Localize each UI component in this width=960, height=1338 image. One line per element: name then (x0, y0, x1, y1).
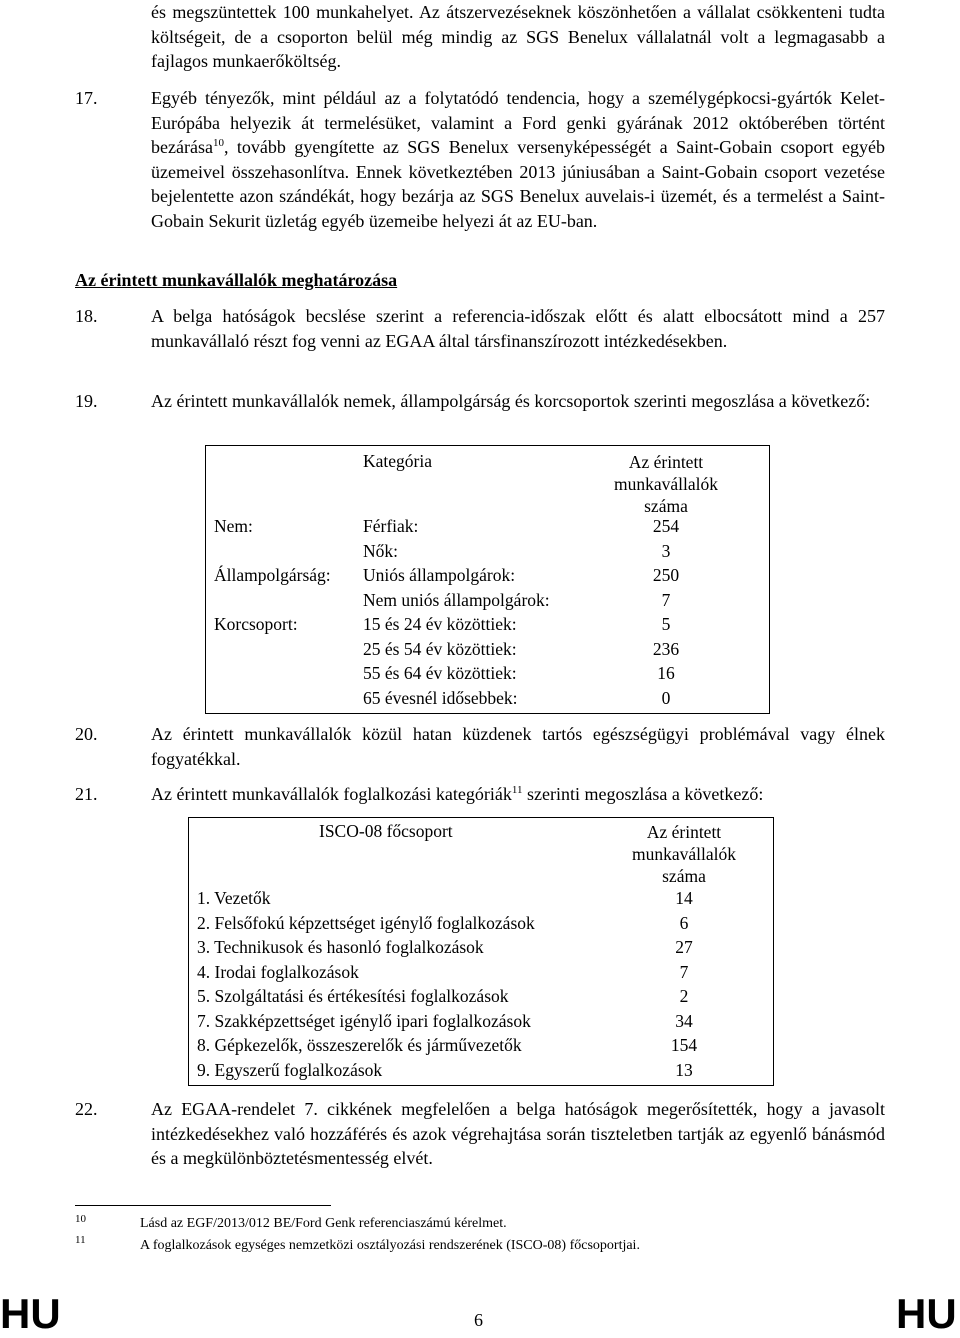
row-label: 7. Szakképzettséget igénylő ipari foglalkozások (197, 1010, 531, 1031)
paragraph-17-text-a: Egyéb tényezők, mint például az a folytatódó tendencia, hogy a személygépkocsi-gyártók Kelet-Európába helyezik át termelésüket, valamint a Ford genki gyárának 2012 októberében történt bezárása (151, 88, 885, 157)
row-label: 8. Gépkezelők, összeszerelők és járművezetők (197, 1035, 522, 1055)
table-demographics (205, 445, 770, 714)
section-heading: Az érintett munkavállalók meghatározása (75, 270, 398, 290)
row-group-label: Állampolgárság: (214, 565, 331, 585)
table-row (206, 612, 769, 637)
paragraph-17-text-b: , tovább gyengítette az SGS Benelux versenyképességét a Saint-Gobain csoport egyéb üzemeivel összehasonlítva. Ennek következtében 2013 júniusában a Saint-Gobain csoport vezetése bejelentette azon szándékát, hogy bezárja az SGS Benelux auvelais-i üzemét, és a termelést a Saint-Gobain Sekurit üzletág egyéb üzemeibe helyezi át az EU-ban. (151, 137, 885, 231)
footnote-text: A foglalkozások egységes nemzetközi osztályozási rendszerének (ISCO-08) főcsoportjai. (140, 1238, 640, 1253)
table-row (206, 514, 769, 539)
paragraph-number-21: 21. (75, 784, 98, 804)
paragraph-18: A belga hatóságok becslése szerint a referencia-időszak előtt és alatt elbocsátott mind a 257 munkavállaló részt fog venni az EGAA által társfinanszírozott intézkedésekben. (151, 306, 885, 351)
row-value: 2 (679, 986, 689, 1006)
row-value: 5 (661, 614, 671, 634)
footnote-separator (75, 1205, 331, 1206)
paragraph-number-20: 20. (75, 724, 98, 744)
row-label: 15 és 24 év közöttiek: (363, 614, 517, 634)
page-number: 6 (474, 1310, 483, 1330)
paragraph-number-17: 17. (75, 88, 98, 108)
paragraph-number-22: 22. (75, 1099, 98, 1119)
paragraph-21 (151, 782, 885, 807)
row-value: 7 (661, 589, 671, 610)
table-row (206, 563, 769, 588)
table2-header-category: ISCO-08 főcsoport (319, 821, 453, 841)
table1-header-count: Az érintett munkavállalók száma (613, 452, 718, 516)
footnote-ref-10[interactable]: 10 (212, 137, 224, 149)
paragraph-number-19: 19. (75, 391, 98, 411)
row-value: 13 (675, 1059, 693, 1080)
footnote-ref-11[interactable]: 11 (511, 784, 523, 796)
paragraph-19: Az érintett munkavállalók nemek, állampolgárság és korcsoportok szerinti megoszlása a következő: (151, 391, 871, 411)
row-label: Nők: (363, 540, 398, 561)
table-row (189, 1058, 773, 1083)
row-label: 4. Irodai foglalkozások (197, 961, 359, 982)
footer-language-right: HU (896, 1290, 957, 1337)
row-value: 34 (675, 1010, 693, 1031)
table2-header-count: Az érintett munkavállalók száma (631, 822, 736, 886)
row-label: 1. Vezetők (197, 888, 271, 908)
row-value: 3 (661, 540, 671, 561)
row-value: 27 (675, 937, 693, 957)
paragraph-20: Az érintett munkavállalók közül hatan küzdenek tartós egészségügyi problémával vagy élnek fogyatékkal. (151, 724, 885, 769)
table-row (206, 661, 769, 686)
paragraph-21-text-b: szerinti megoszlása a következő: (522, 784, 764, 804)
table-row (206, 637, 769, 662)
table-row (189, 911, 773, 936)
footnote-number: 11 (75, 1234, 86, 1246)
footer-language-left: HU (0, 1290, 61, 1337)
row-label: 3. Technikusok és hasonló foglalkozások (197, 937, 484, 957)
table-row (189, 1033, 773, 1058)
row-label: 65 évesnél idősebbek: (363, 687, 518, 708)
row-value: 236 (652, 638, 680, 659)
row-value: 250 (652, 565, 680, 585)
table-row (189, 935, 773, 960)
paragraph-number-18: 18. (75, 306, 98, 326)
table-row (189, 886, 773, 911)
table-row (206, 686, 769, 711)
row-label: 5. Szolgáltatási és értékesítési foglalkozások (197, 986, 509, 1006)
table-row (206, 588, 769, 613)
paragraph-17 (151, 86, 885, 233)
intro-paragraph: és megszüntettek 100 munkahelyet. Az átszervezéseknek köszönhetően a vállalat csökkenteni tudta költségeit, de a csoporton belül még mindig az SGS Benelux vállalatnál volt a legmagasabb a fajlagos munkaerőköltség. (151, 2, 885, 71)
row-value: 254 (652, 516, 680, 536)
table1-header-category: Kategória (363, 451, 432, 471)
row-label: Férfiak: (363, 516, 419, 536)
row-label: Nem uniós állampolgárok: (363, 589, 550, 610)
row-group-label: Nem: (214, 516, 253, 536)
row-label: 55 és 64 év közöttiek: (363, 663, 517, 683)
table-occupations (188, 817, 774, 1086)
table-row (189, 984, 773, 1009)
table-row (189, 960, 773, 985)
row-value: 7 (679, 961, 689, 982)
paragraph-22: Az EGAA-rendelet 7. cikkének megfelelően a belga hatóságok megerősítették, hogy a javasolt intézkedésekhez való hozzáférés és azok végrehajtása során tiszteletben tartják az egyenlő bánásmód és a megkülönböztetésmentesség elvét. (151, 1099, 885, 1168)
row-label: 9. Egyszerű foglalkozások (197, 1059, 383, 1080)
row-value: 6 (679, 912, 689, 933)
row-value: 0 (661, 687, 671, 708)
paragraph-21-text-a: Az érintett munkavállalók foglalkozási kategóriák (151, 784, 512, 804)
row-group-label: Korcsoport: (214, 614, 298, 634)
row-label: Uniós állampolgárok: (363, 565, 516, 585)
row-value: 16 (657, 663, 675, 683)
footnote-number: 10 (75, 1213, 86, 1225)
table-row (206, 539, 769, 564)
row-label: 2. Felsőfokú képzettséget igénylő foglalkozások (197, 912, 535, 933)
row-label: 25 és 54 év közöttiek: (363, 638, 517, 659)
footnote-text: Lásd az EGF/2013/012 BE/Ford Genk referenciaszámú kérelmet. (140, 1216, 507, 1231)
row-value: 14 (675, 888, 693, 908)
row-value: 154 (670, 1035, 698, 1055)
table-row (189, 1009, 773, 1034)
